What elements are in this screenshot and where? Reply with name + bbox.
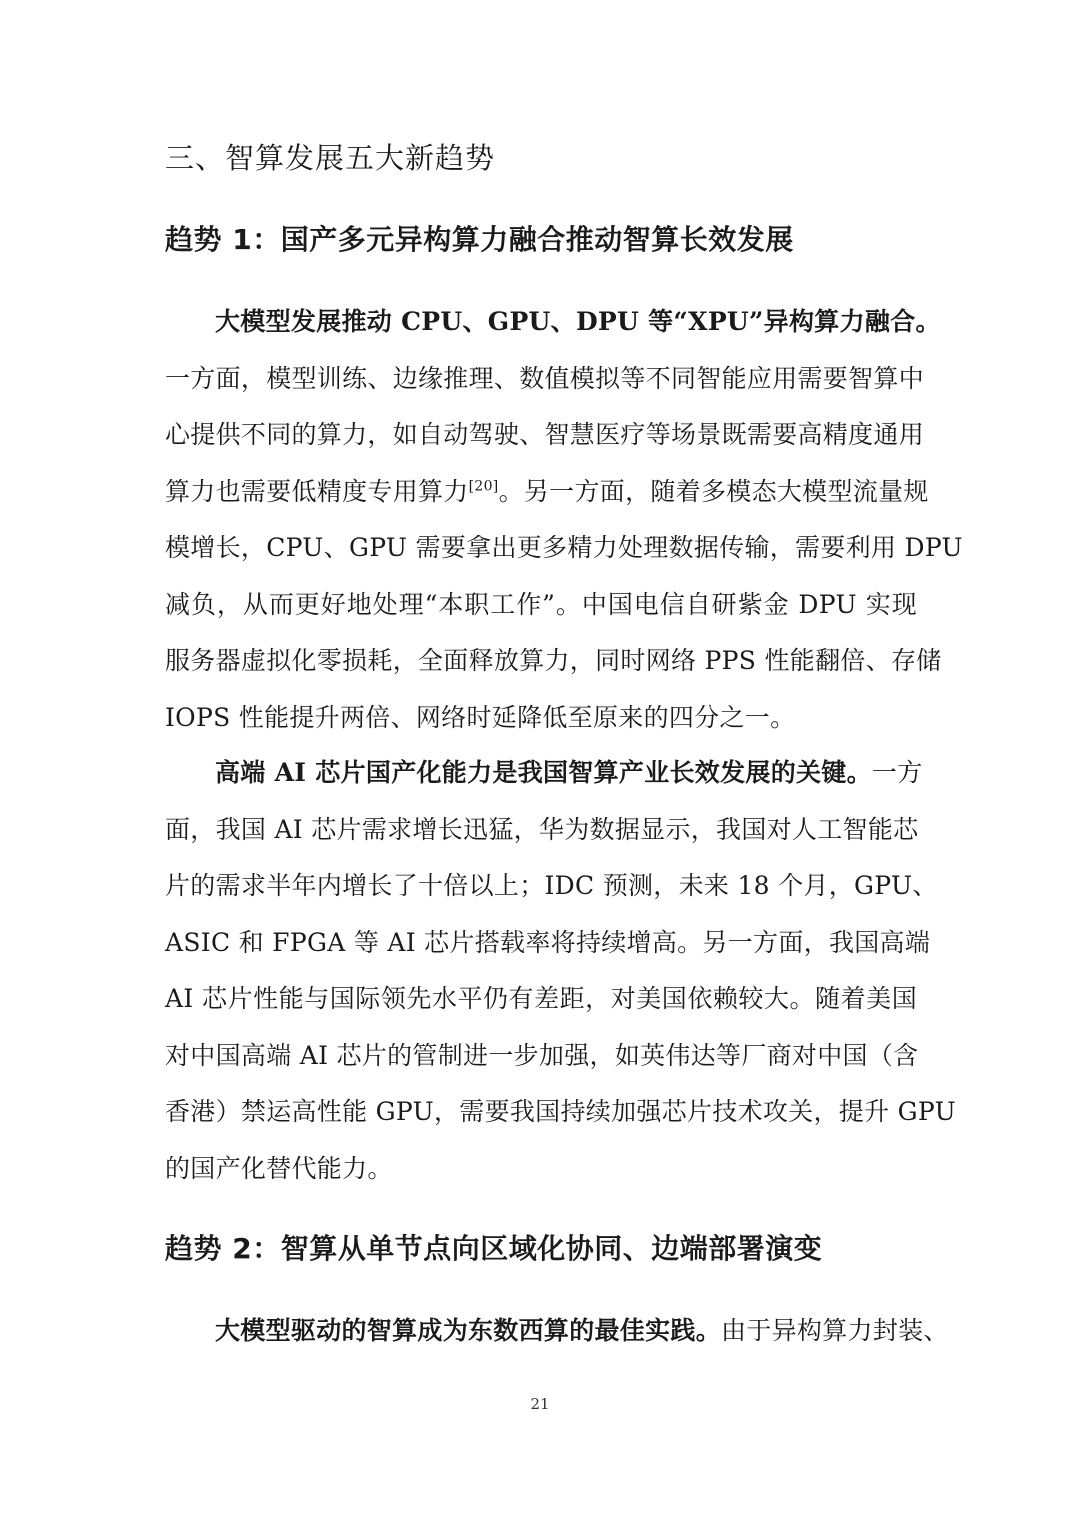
paragraph-line: 的国产化替代能力。 xyxy=(165,1153,393,1183)
paragraph-line: 片的需求半年内增长了十倍以上；IDC 预测，未来 18 个月，GPU、 xyxy=(165,871,938,900)
section-title: 三、智算发展五大新趋势 xyxy=(165,141,496,175)
line-text: 。另一方面，随着多模态大模型流量规 xyxy=(498,476,929,506)
paragraph-line: ASIC 和 FPGA 等 AI 芯片搭载率将持续增高。另一方面，我国高端 xyxy=(165,927,931,957)
trend-2-heading: 趋势 2：智算从单节点向区域化协同、边端部署演变 xyxy=(165,1232,823,1265)
page-number: 21 xyxy=(530,1395,550,1413)
paragraph-line xyxy=(165,294,941,351)
trend-2-paragraph-1 xyxy=(165,1303,949,1360)
trend-1-paragraph-1 xyxy=(165,294,963,746)
paragraph-line xyxy=(165,1303,949,1360)
trend-1-heading: 趋势 1：国产多元异构算力融合推动智算长效发展 xyxy=(165,223,794,256)
paragraph-line: 模增长，CPU、GPU 需要拿出更多精力处理数据传输，需要利用 DPU xyxy=(165,533,963,562)
paragraph-line xyxy=(165,464,929,521)
line-text: 一方 xyxy=(871,758,923,787)
paragraph-line: 减负，从而更好地处理“本职工作”。中国电信自研紫金 DPU 实现 xyxy=(165,589,917,619)
paragraph-line: 香港）禁运高性能 GPU，需要我国持续加强芯片技术攻关，提升 GPU xyxy=(165,1097,956,1126)
paragraph-line: AI 芯片性能与国际领先水平仍有差距，对美国依赖较大。随着美国 xyxy=(165,984,917,1013)
bold-lead-sentence: 高端 AI 芯片国产化能力是我国智算产业长效发展的关键。 xyxy=(215,758,872,787)
paragraph-line xyxy=(165,745,923,802)
paragraph-line: 服务器虚拟化零损耗，全面释放算力，同时网络 PPS 性能翻倍、存储 xyxy=(165,646,942,675)
paragraph-line: 对中国高端 AI 芯片的管制进一步加强，如英伟达等厂商对中国（含 xyxy=(165,1040,919,1070)
paragraph-line: IOPS 性能提升两倍、网络时延降低至原来的四分之一。 xyxy=(165,702,796,732)
trend-1-paragraph-2 xyxy=(165,745,956,1197)
paragraph-line: 面，我国 AI 芯片需求增长迅猛，华为数据显示，我国对人工智能芯 xyxy=(165,814,919,844)
paragraph-line: 心提供不同的算力，如自动驾驶、智慧医疗等场景既需要高精度通用 xyxy=(165,420,925,449)
bold-lead-sentence: 大模型驱动的智算成为东数西算的最佳实践。 xyxy=(215,1316,722,1345)
citation-ref: [20] xyxy=(468,478,499,495)
bold-lead-sentence: 大模型发展推动 CPU、GPU、DPU 等“XPU”异构算力融合。 xyxy=(215,307,941,336)
paragraph-line: 一方面，模型训练、边缘推理、数值模拟等不同智能应用需要智算中 xyxy=(165,363,925,393)
line-text: 由于异构算力封装、 xyxy=(721,1316,949,1345)
line-text: 算力也需要低精度专用算力 xyxy=(165,476,469,506)
